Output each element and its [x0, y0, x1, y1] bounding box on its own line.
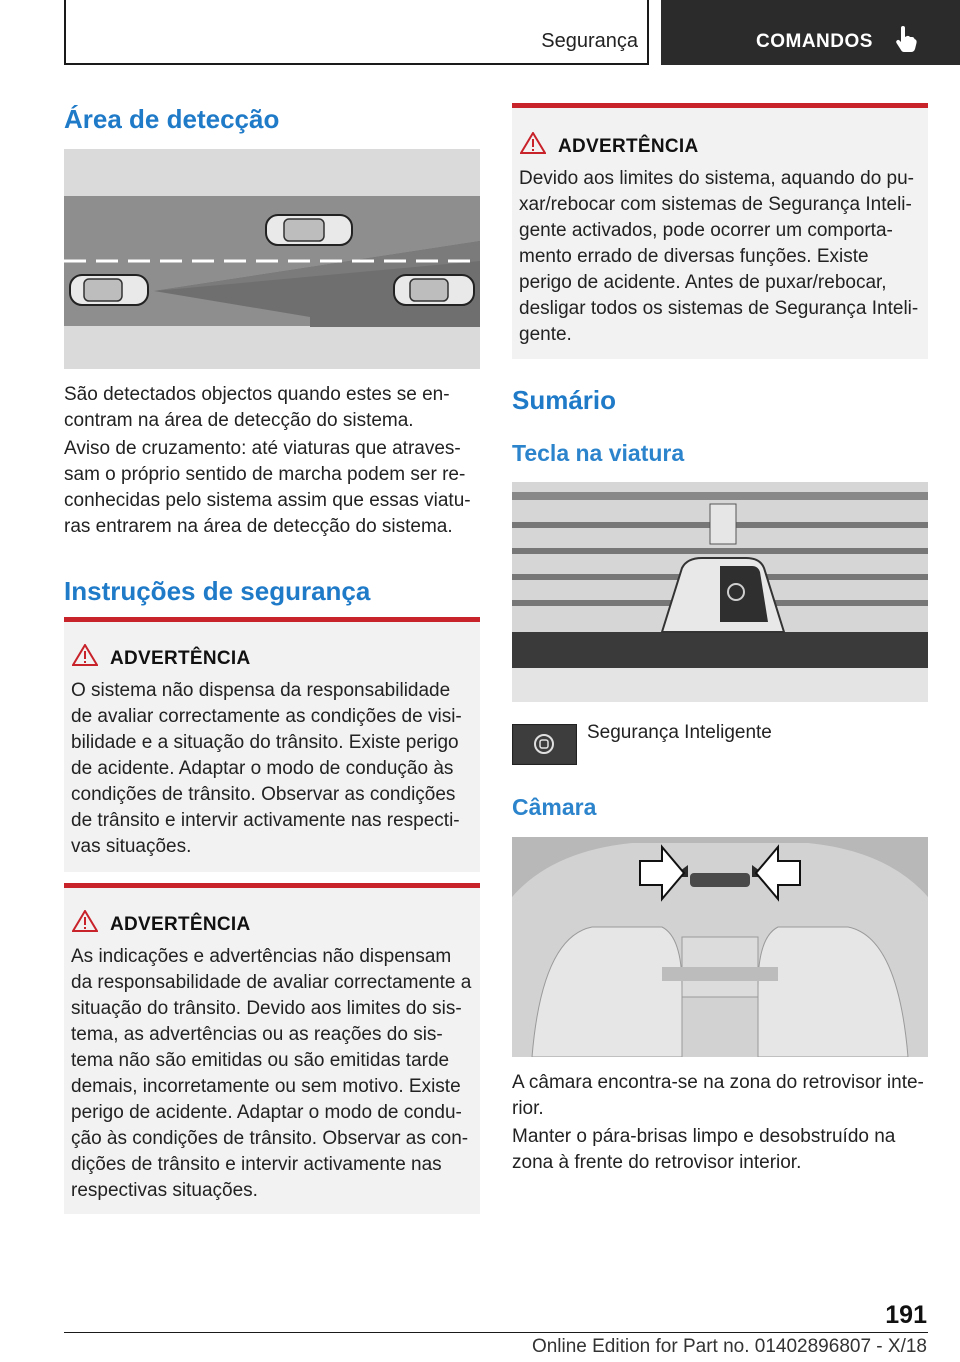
- console-button-photo: [512, 482, 928, 702]
- warning-triangle-icon: [72, 910, 98, 932]
- console-button-illustration: [512, 482, 928, 702]
- button-in-vehicle-title: Tecla na viatura: [512, 440, 685, 466]
- warning-2-heading: ADVERTÊNCIA: [110, 914, 251, 935]
- header-left-rule: [64, 0, 66, 65]
- header-rule: [64, 63, 649, 65]
- footer-rule: [64, 1332, 928, 1333]
- chapter-tab[interactable]: [661, 0, 960, 65]
- warning-2-text: As indicações e advertências não dispensam da responsabilidade de avaliar correctamente a situação do trânsito. Devido aos limites do sis-tema, as advertências ou as reações do sis-tema não são emitidas ou são emitidas tarde demais, incorretamente ou sem motivo. Existe perigo de acidente. Adaptar o modo de condu-ção às condições de trânsito. Observar as con-dições de trânsito e intervir activamente nas respectivas situações.: [71, 946, 472, 1201]
- safety-instructions-title: Instruções de segurança: [64, 576, 371, 606]
- detection-area-title: Área de detecção: [64, 104, 280, 134]
- chapter-tab-label: COMANDOS: [756, 31, 873, 52]
- car-right: [394, 275, 474, 305]
- warning-triangle-icon: [520, 132, 546, 154]
- car-left: [70, 275, 148, 305]
- page-number: 191: [885, 1301, 927, 1329]
- camera-paragraph-2: Manter o pára-brisas limpo e desobstruído na zona à frente do retrovisor interior.: [512, 1126, 896, 1173]
- warning-3-heading: ADVERTÊNCIA: [558, 136, 699, 157]
- warning-3-text: Devido aos limites do sistema, aquando do pu-xar/rebocar com sistemas de Segurança Inteli-gente activados, pode ocorrer um comporta-mento errado de diversas funções. Existe perigo de acidente. Antes de puxar/rebocar, desligar todos os sistemas de Segurança Inteli-gente.: [519, 168, 919, 345]
- edition-note: Online Edition for Part no. 01402896807 - X/18: [531, 1336, 927, 1357]
- car-shield-icon: [513, 725, 576, 764]
- detection-area-diagram: [64, 149, 480, 369]
- camera-title: Câmara: [512, 794, 597, 820]
- warning-triangle-icon: [72, 644, 98, 666]
- camera-paragraph-1: A câmara encontra-se na zona do retrovisor inte-rior.: [512, 1072, 924, 1119]
- warning-box-3: [512, 103, 928, 359]
- smart-safety-button-label: Segurança Inteligente: [587, 722, 772, 743]
- summary-title: Sumário: [512, 385, 617, 415]
- camera-location-photo: [512, 837, 928, 1057]
- warning-box-2: [64, 883, 480, 1214]
- header-divider: [647, 0, 649, 65]
- detection-area-illustration: [64, 149, 480, 369]
- warning-1-heading: ADVERTÊNCIA: [110, 648, 251, 669]
- header-section-title: Segurança: [541, 30, 638, 52]
- detection-paragraph-2: Aviso de cruzamento: até viaturas que atraves-sam o próprio sentido de marcha podem ser re-conhecidas pelo sistema assim que essas viatu-ras entrarem na área de detecção do sistema.: [64, 438, 471, 537]
- hand-pointer-icon: [895, 26, 917, 52]
- detection-paragraph-1: São detectados objectos quando estes se en-contram na área de detecção do sistema.: [64, 384, 450, 431]
- smart-safety-button-icon: [512, 724, 577, 765]
- cabin-interior-illustration: [512, 837, 928, 1057]
- warning-box-1: [64, 617, 480, 872]
- car-top: [266, 215, 352, 245]
- warning-1-text: O sistema não dispensa da responsabilidade de avaliar correctamente as condições de visi-bilidade e a situação do trânsito. Existe perigo de acidente. Adaptar o modo de condução às condições de trânsito. Observar as condições de trânsito e intervir activamente nas respecti-vas situações.: [71, 680, 462, 857]
